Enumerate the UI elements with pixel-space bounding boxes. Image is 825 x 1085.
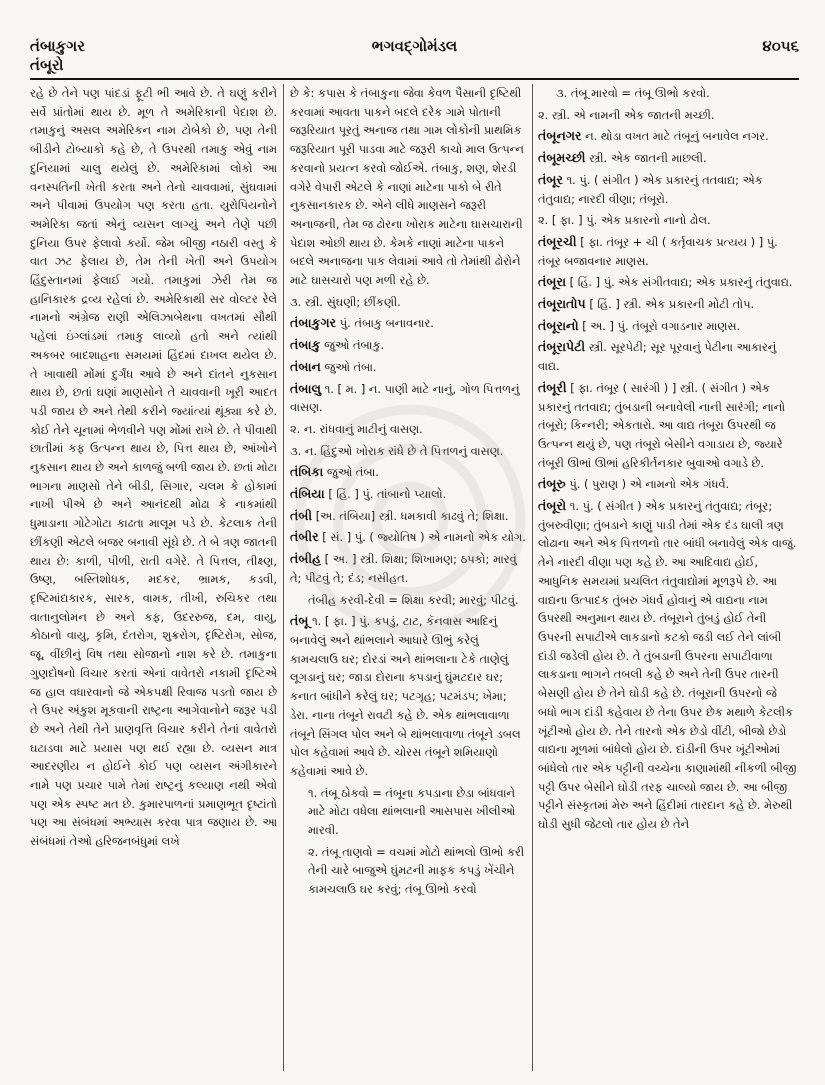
dictionary-entry	[538, 127, 798, 146]
headword: તંબિયા	[290, 486, 325, 502]
entry-sense	[538, 84, 798, 103]
definition-text: [ ફા. તંબૂર + ચી ( કર્તૃવાચક પ્રત્યય ) ] પું. તંબૂર બજાવનાર માણસ.	[538, 234, 778, 268]
headword: તંબાન	[290, 358, 321, 374]
definition-text: જુઓ તંબા.	[320, 359, 377, 374]
definition-text: [ અ. ] પું. તંબૂરો વગાડનાર માણસ.	[578, 318, 741, 333]
headword: તંબાલુ	[290, 380, 322, 396]
definition-text: ૨. સ્ત્રી. એ નામની એક જાતની મચ્છી.	[538, 107, 715, 122]
headword: તંબાકુ	[290, 337, 321, 353]
definition-text: ન. થોડા વખત માટે તંબૂનું બનાવેલ નગર.	[581, 129, 769, 144]
headword: તંબૂનગર	[538, 128, 582, 144]
headword: તંબિકા	[290, 464, 324, 480]
headword: તંબીર	[290, 529, 319, 545]
column-2	[290, 84, 526, 1073]
entry-sense	[290, 591, 526, 610]
headword: તંબૂરુ	[538, 476, 566, 492]
headword: તંબૂરી	[538, 379, 567, 395]
headword: તંબૂર	[538, 171, 563, 187]
entry-sense	[538, 211, 798, 230]
definition-text: પું. તંબાકુ બનાવનાર.	[336, 316, 434, 331]
dictionary-entry	[290, 612, 526, 780]
dictionary-entry	[538, 295, 798, 314]
headword: તંબાકુગર	[290, 315, 337, 331]
definition-text: [અ. તંબિયા] સ્ત્રી. ધમકાવી કાઢવું તે; શિક્ષા.	[312, 508, 509, 523]
dictionary-entry	[290, 463, 526, 482]
definition-text: ૩. સ્ત્રી. સુંઘણી; છીંકણી.	[290, 294, 401, 309]
column-divider	[532, 84, 533, 1071]
headword: તંબૂરચી	[538, 233, 577, 249]
headword: તંબૂરાનો	[538, 317, 579, 333]
dictionary-entry	[290, 314, 526, 333]
dictionary-entry	[538, 379, 798, 473]
definition-text: ૨. તંબૂ તાણવો = વચમાં મોટો થાંભલો ઊભો કરી તેની ચારે બાજુએ ઘુંમટની માફક કપડું ખેંચીને કામચલાઉ ઘર કરવું; તંબૂ ઊભો કરવો	[308, 844, 525, 897]
definition-text: [ હિં. ] પું. એક સંગીતવાદ્ય; એક પ્રકારનું તંતુવાદ્ય.	[566, 275, 793, 290]
definition-text: ૧. તંબૂ ઠોકવો = તંબૂના કપડાના છેડા બાંધવાને માટે મોટા વધેલા થાંભલાની આસપાસ ખીલીઓ મારવી.	[308, 785, 516, 838]
definition-text: ૧. પું. ( સંગીત ) એક પ્રકારનું તંતુવાદ્ય; તંબૂર; તુંબરુવીણા; તુંબડાને કાણું પાડી તેમાં એક દંડ ઘાલી ત્રણ લોઢાના અને એક પિત્તળનો તાર બાંધી બનાવેલું એક વાજું. તેને નારદી વીણા પણ કહે છે. આ આદિવાદ્ય હોઈ, આધુનિક સમયમાં પ્રચલિત તંતુવાદ્યોમાં મૂળરૂપે છે. આ વાદ્યના ઉત્પાદક તુંબરુ ગંધર્વ હોવાનું એ વાદ્યના નામ ઉપરથી અનુમાન થાય છે. તંબૂરાને તુંબડું હોઈ તેની ઉપરની સપાટીએ લાકડાનો કટકો જડી લઈ તેને લાંબી દાંડી જડેલી હોય છે. તે તુંબડાની ઉપરના સપાટીવાળા લાકડાના ભાગને તબલી કહે છે અને તેની ઉપર તારની બેસણી હોય છે તેને ઘોડી કહે છે. તંબૂરાની ઉપરનો જે બધો ભાગ દાંડી કહેવાય છે તેના ઉપર છેક મથાળે કેટલીક ખૂંટીઓ હોય છે. તેને તારનો એક છેડો વીંટી, બીજો છેડો વાદ્યના મૂળમાં બાંધેલો હોય છે. દાંડીની ઉપર ખૂંટીઓમાં બાંધેલો તાર એક પટ્ટીની વચ્ચેના કાણામાંથી નીકળી બીજી પટ્ટી ઉપર બેસીને ઘોડી તરફ ચાલ્યો જાય છે. આ બીજી પટ્ટીને સંસ્કૃતમાં મેરુ અને હિંદીમાં તારદાન કહે છે. મેરુથી ઘોડી સુધી જેટલો તાર હોય છે તેને	[538, 499, 797, 832]
header-left-guideword: તંબાકુગર	[30, 37, 85, 55]
dictionary-entry	[538, 273, 798, 292]
definition-text: છે કે: કપાસ કે તંબાકુના જેવા કેવળ પૈસાની દૃષ્ટિથી કરવામાં આવતા પાકને બદલે દરેક ગામે પોતાની જરૂરિયાત પૂરતું અનાજ તથા ગામ લોકોની પ્રાથમિક જરૂરિયાત પૂરી પાડવા માટે જરૂરી કાચો માલ ઉત્પન્ન કરવાનો પ્રયત્ન કરવો જોઈએ. તંબાકુ, શણ, શેરડી વગેરે વેપારી એટલે કે નાણાં માટેના પાકો બે રીતે નુકસાનકારક છે. એને લીધે માણસને જરૂરી અનાજની, તેમ જ ઢોરના ખોરાક માટેના ઘાસચારાની પેદાશ ઓછી થાય છે. કેમકે નાણાં માટેના પાકને બદલે અનાજના પાક લેવામાં આવે તો તેમાંથી ઢોરોને માટે ઘાસચારો પણ મળી રહે છે.	[290, 86, 524, 288]
header-title: ભગવદ્ગોમંડલ	[371, 37, 458, 55]
headword: તંબી	[290, 507, 313, 523]
definition-text: જુઓ તંબા.	[323, 465, 379, 480]
definition-text: ૧. પું. ( સંગીત ) એક પ્રકારનું તતવાદ્ય; એક તંતુવાદ્ય; નારદી વીણા; તંબૂરો.	[538, 172, 763, 206]
dictionary-entry	[290, 528, 526, 547]
definition-text: [ સં. ] પું. ( જ્યોતિષ ) એ નામનો એક યોગ.	[318, 530, 526, 545]
header-rule	[30, 78, 799, 80]
page-number: ૪૦૫૬	[762, 37, 799, 55]
headword: તંબૂરાપેટી	[538, 339, 586, 355]
definition-text: ૩. તંબૂ મારવો = તંબૂ ઊભો કરવો.	[556, 86, 710, 100]
definition-text: જુઓ તંબાકુ.	[320, 338, 385, 353]
dictionary-entry	[290, 358, 526, 377]
entry-sense	[538, 106, 798, 125]
dictionary-entry	[538, 475, 798, 494]
definition-text: સ્ત્રી. સૂરપેટી; સૂર પૂરવાનું પેટીના આકારનું વાદ્ય.	[538, 340, 777, 374]
definition-text: સ્ત્રી. એક જાતની માછલી.	[585, 151, 707, 166]
definition-text: ૩. ન. હિંદુઓ ખોરાક રાંધે છે તે પિત્તળનું વાસણ.	[290, 443, 504, 458]
definition-text: ૧. [ મ. ] ન. પાણી માટે નાનું, ગોળ પિત્તળનું વાસણ.	[290, 381, 520, 415]
headword: તંબૂરા	[538, 274, 567, 290]
column-1	[30, 84, 277, 1073]
headword: તંબીહ	[290, 551, 322, 567]
dictionary-entry	[538, 317, 798, 336]
dictionary-entry	[290, 507, 526, 526]
dictionary-entry	[538, 149, 798, 168]
headword: તંબૂ	[290, 613, 309, 629]
page-header	[30, 36, 799, 56]
definition-text: [ ફા. તંબૂર ( સારંગી ) ] સ્ત્રી. ( સંગીત ) એક પ્રકારનું તતવાદ્ય; તુંબડાની બનાવેલી નાની સારંગી; નાનો તંબૂરો; કિન્નરી; એકતારો. આ વાદ્ય તંબૂરા ઉપરથી જ ઉત્પન્ન થયું છે, પણ તંબૂરો બેસીને વગાડાય છે, જ્યારે તંબૂરી ઊભાં ઊભાં હરિકીર્તનકાર બુવાઓ વગાડે છે.	[538, 380, 786, 470]
entry-sense	[290, 84, 526, 290]
definition-text: તંબીહ કરવી-દેવી = શિક્ષા કરવી; મારવું; પીટવું.	[308, 592, 519, 607]
definition-text: પું. ( પુરાણ ) એ નામનો એક ગંધર્વ.	[565, 477, 730, 492]
dictionary-entry	[538, 497, 798, 834]
entry-sense	[290, 843, 526, 899]
entry-sense	[290, 784, 526, 840]
entry-sense	[290, 420, 526, 439]
dictionary-entry	[290, 336, 526, 355]
definition-text: ૨. [ ફા. ] પું. એક પ્રકારનો નાનો ઢોલ.	[538, 213, 711, 228]
dictionary-entry	[290, 485, 526, 504]
definition-text: [ હિં. ] પું. તાંબાનો પ્યાલો.	[324, 487, 447, 502]
headword: તંબૂરો	[538, 498, 567, 514]
entry-sense	[290, 442, 526, 461]
headword: તંબૂરાતોપ	[538, 296, 586, 312]
column-1-paragraph: રહે છે તેને પણ પાંદડાં ફૂટી ભી આવે છે. તે ઘણું કરીને સર્વે પ્રાંતોમાં થાય છે. મૂળ તે અમેરિકાની પેદાશ છે. તમાકુનું અસલ અમેરિકન નામ ટોબેકો છે, પણ તેની બીડીને ટોબ્યાકો કહે છે, તે ઉપરથી તમાકુ એવું નામ દુનિયામાં ચાલુ થયેલું છે. અમેરિકામાં લોકો આ વનસ્પતિની ખેતી કરતા અને તેનો ચાવવામાં, સુંઘવામાં અને પીવામાં ઉપયોગ પણ કરતા હતા. યુરોપિયનોને અમેરિકા જતાં એનું વ્યસન લાગ્યું અને તેણે પછી દુનિયા ઉપર ફેલાવો કર્યો. જેમ બીજી નઠારી વસ્તુ કે વાત ઝટ ફેલાય છે, તેમ તેની ખેતી અને ઉપયોગ હિંદુસ્તાનમાં ફેલાઈ ગયો. તમાકુમાં ઝેરી તેમ જ હાનિકારક દ્રવ્ય રહેલાં છે. અમેરિકાથી સર વોલ્ટર રેલે નામનો અંગ્રેજ રાણી એલિઝાબેથના વખતમાં સૌથી પહેલાં ઇંગ્લાંડમાં તમાકુ લાવ્યો હતો અને ત્યાંથી અકબર બાદશાહના સમયમાં હિંદમાં દાખલ થયેલ છે. તે ખાવાથી મોંમાં દુર્ગંધ આવે છે અને દાંતને નુકસાન થાય છે, છતાં ઘણાં માણસોને તે ચાવવાની ખૂરી આદત પડી જાય છે અને તેથી કરીને જ્યાંત્યાં થૂંક્યા કરે છે. કોઈ તેને ચૂનામાં ભેળવીને પણ મોંમાં રાખે છે. તે પીવાથી છાતીમાં કફ ઉત્પન્ન થાય છે, પિત્ત થાય છે, આંખોને નુકસાન થાય છે અને કાળજું બળી જાય છે. છતાં મોટા ભાગના માણસો તેને બીડી, સિગાર, ચલમ કે હોકામાં નાખી પીએ છે અને આનંદથી મોઢા કે નાકમાંથી ધુમાડાના ગોટેગોટા કાઢતા માલૂમ પડે છે. કેટલાક તેની છીંકણી એટલે બજર બનાવી સૂંઘે છે. તે બે ત્રણ જાતની થાય છે: કાળી, પીળી, રાતી વગેરે. તે પિત્તલ, તીક્ષ્ણ, ઉષ્ણ, બસ્તિશોધક, મદકર, ભ્રામક, કડવી, દૃષ્ટિમાંદ્યકારક, સારક, વામક, તીખી, રુચિકર તથા વાતાનુલોમન છે અને કફ, ઉદરરુજ, દમ, વાયુ, કોઠાનો વાયુ, કૃમિ, દંતરોગ, શુક્રરોગ, દૃષ્ટિરોગ, સોજ, જૂ, વીંછીનું વિષ તથા સોજાનો નાશ કરે છે. તમાકુના ગુણદોષનો વિચાર કરતાં એનાં વાવેતરો નકામી દૃષ્ટિએ જ હાલ વધારવાનો જે એકપક્ષી રિવાજ પડતો જાય છે તે ઉપર અંકુશ મૂકવાની રાષ્ટ્રના આગેવાનોને જરૂર પડી છે અને તેથી તેને પ્રાણવૃત્તિ વિચાર કરીને તેનાં વાવેતરો ઘટાડવા માટે પ્રયાસ પણ થઈ રહ્યા છે. વ્યસન માત્ર આદરણીય ન હોઈને કોઈ પણ વ્યસન અંગીકારને નામે પણ પ્રચાર પામે તેમાં રાષ્ટ્રનું કલ્યાણ નથી એવો પણ એક સ્પષ્ટ મત છે. કુમારપાળનાં પ્રમાણભૂત દૃષ્ટાંતો પણ આ સંબંધમાં અભ્યાસ કરવા પાત્ર જણાય છે. આ સંબંધમાં તેઓ હરિજનબંધુમાં લખે	[30, 86, 277, 849]
entry-sense	[290, 293, 526, 312]
dictionary-entry	[538, 233, 798, 270]
dictionary-entry	[290, 550, 526, 587]
dictionary-entry	[538, 171, 798, 208]
header-sub-guideword: તંબૂરો	[30, 56, 64, 74]
headword: તંબૂમચ્છી	[538, 150, 586, 166]
definition-text: [ અ. ] સ્ત્રી. શિક્ષા; શિખામણ; ઠપકો; મારવું તે; પીટવું તે; દંડ; નસીહત.	[290, 552, 517, 585]
definition-text: [ હિં. ] સ્ત્રી. એક પ્રકારની મોટી તોપ.	[585, 297, 755, 312]
dictionary-entry	[538, 338, 798, 375]
dictionary-entry	[290, 380, 526, 417]
column-3	[538, 84, 798, 1073]
definition-text: ૨. ન. રાંધવાનું માટીનું વાસણ.	[290, 421, 423, 436]
definition-text: ૧. [ ફા. ] પું. કપડું, ટાટ, કૅનવાસ આદિનું બનાવેલું અને થાંભલાને આધારે ઊભું કરેલું કામચલાઉ ઘર; દોરડાં અને થાંભલાના ટેકે તાણેલું લૂગડાનું ઘર; જાડા દોરાના કપડાનું ઘુંમટદાર ઘર; કનાત બાંધીને કરેલું ઘર; પટગૃહ; પટમંડપ; ખેમા; ડેરા. નાના તંબૂને રાવટી કહે છે. એક થાંભલાવાળા તંબૂને સિંગલ પોલ અને બે થાંભલાવાળા તંબૂને ડબલ પોલ કહેવામાં આવે છે. ચોરસ તંબૂને શમિયાણો કહેવામાં આવે છે.	[290, 614, 521, 778]
column-divider	[283, 84, 284, 1071]
